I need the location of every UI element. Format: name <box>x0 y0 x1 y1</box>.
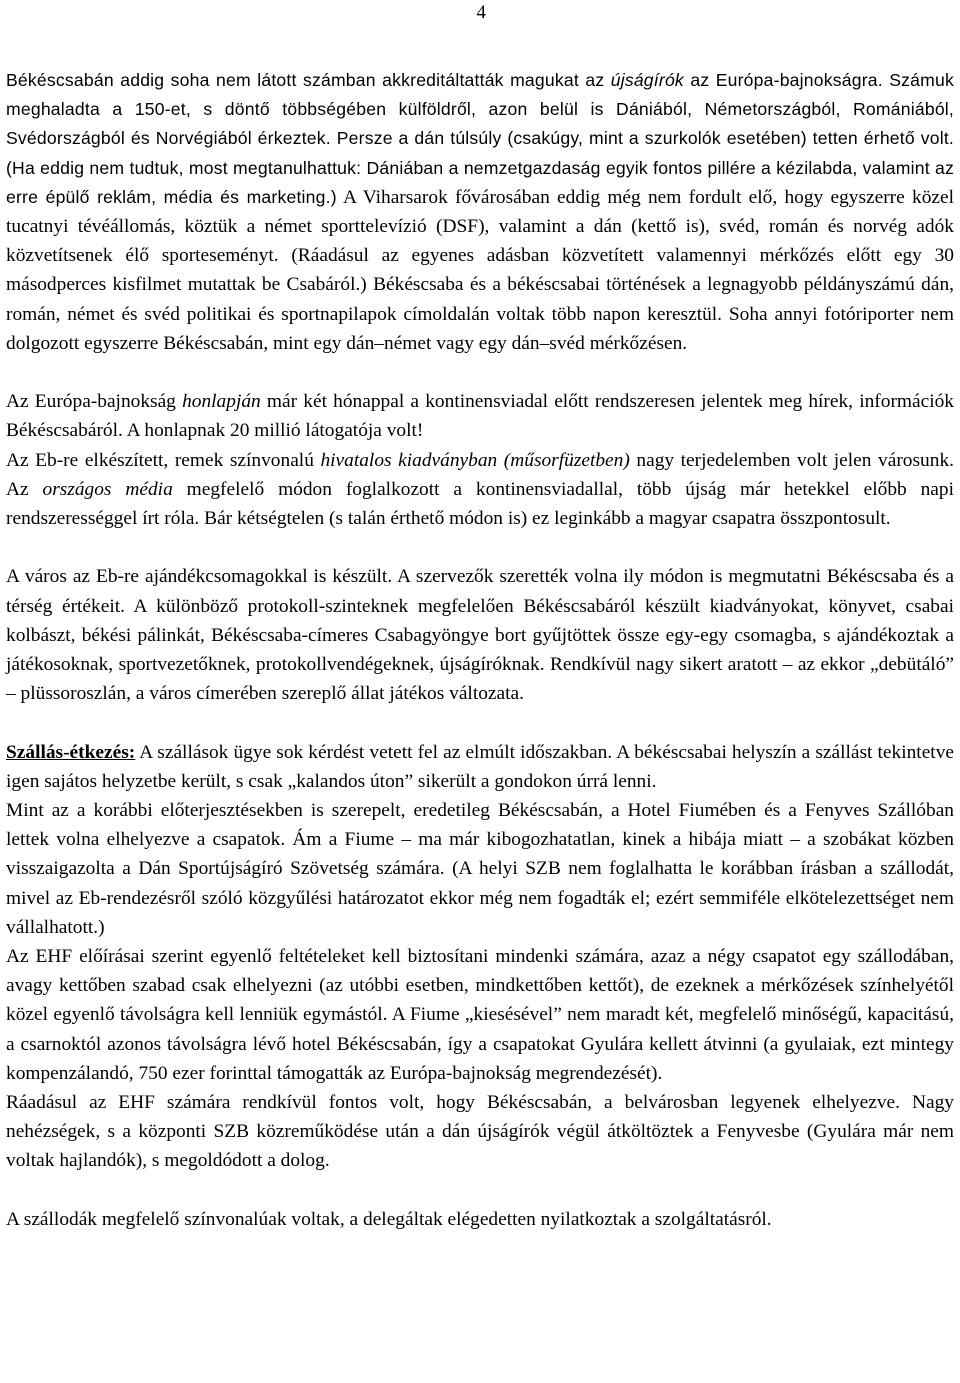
emphasis-national-media: országos média <box>42 478 173 500</box>
emphasis-official-publication: hivatalos kiadványban (műsorfüzetben) <box>320 449 630 471</box>
text-run: Az Európa-bajnokság <box>6 391 183 413</box>
paragraph-ehf-rules: Az EHF előírásai szerint egyenlő feltételeket kell biztosítani mindenki számára, azaz a négy csapatot egy szállodában, avagy kettőben szabad csak elhelyezni (az utóbbi esetben, mindkettőben kettőt), de ezeknek a mérkőzések színhelyétől közel egyenlő távolságra kell lenniük egymástól. A Fiume „kiesésével” nem maradt két, megfelelő minőségű, kapacitású, a csarnoktól azonos távolságra lévő hotel Békéscsabán, így a csapatokat Gyulára kellett átvinni (a gyulaiak, ezt mintegy kompenzálandó, 750 ezer forinttal támogatták az Európa-bajnokság megrendezését). <box>6 946 954 1084</box>
text-run: A szállások ügye sok kérdést vetett fel az elmúlt időszakban. A békéscsabai helyszín a szállást tekintetve igen sajátos helyzetbe került, s csak „kalandos úton” sikerült a gondokon úrrá lenni. <box>6 741 954 792</box>
text-run: Az Eb-re elkészített, remek színvonalú <box>6 449 321 471</box>
paragraph-publication <box>6 446 954 534</box>
text-run: megfelelő módon foglalkozott a kontinensviadallal, több újság már hetekkel előbb napi rendszerességgel írt róla. Bár kétségtelen (s talán érthető módon is) ez leginkább a magyar csapatra összpontosult. <box>6 478 954 530</box>
text-run: az Európa-bajnokságra. Számuk meghaladta a 150-et, s döntő többségében külföldről, azon belül is Dániából, Németországból, Romániából, Svédországból és Norvégiából érkeztek. Persze a dán túlsúly (csakúgy, mint a szurkolók esetében) tetten érhető volt. (Ha eddig nem tudtuk, most megtanulhattuk: Dániában a nemzetgazdaság egyik fontos pillére a kézilabda, valamint az erre épülő reklám, média és marketing.) <box>6 70 954 207</box>
paragraph-gift-packages: A város az Eb-re ajándékcsomagokkal is készült. A szervezők szerették volna ily módon is megmutatni Békéscsaba és a térség értékeit. A különböző protokoll-szinteknek megfelelően Békéscsabáról készült kiadványokat, könyvet, csabai kolbászt, békési pálinkát, Békéscsaba-címeres Csabagyöngye bort gyűjtöttek össze egy-egy csomagba, s ajándékoztak a játékosoknak, sportvezetőknek, protokollvendégeknek, újságíróknak. Rendkívül nagy sikert aratott – az ekkor „debütáló” – plüssoroszlán, a város címerében szereplő állat játékos változata. <box>6 566 954 705</box>
paragraph-downtown: Ráadásul az EHF számára rendkívül fontos volt, hogy Békéscsabán, a belvárosban legyenek elhelyezve. Nagy nehézségek, s a központi SZB közreműködése után a dán újságírók végül átköltöztek a Fenyvesbe (Gyulára már nem voltak hajlandók), s megoldódott a dolog. <box>6 1092 954 1172</box>
paragraph-accommodation <box>6 738 954 796</box>
text-run: nagy terjedelemben volt jelen városunk. Az <box>6 449 954 500</box>
text-run: A Viharsarok fővárosában eddig még nem fordult elő, hogy egyszerre közel tucatnyi tévéállomás, köztük a német sporttelevízió (DSF), valamint a dán (kettő is), svéd, román és norvég adók közvetítsenek élő sporteseményt. (Ráadásul az egyenes adásban közvetített valamennyi mérkőzés előtt egy 30 másodperces kisfilmet mutattak be Csabáról.) Békéscsaba és a békéscsabai történések a legnagyobb példányszámú dán, román, német és svéd politikai és sportnapilapok címoldalán voltak több napon keresztül. Soha annyi fotóriporter nem dolgozott egyszerre Békéscsabán, mint egy dán–német vagy egy dán–svéd mérkőzésen. <box>6 186 954 354</box>
emphasis-journalists: újságírók <box>610 70 684 90</box>
text-run: Békéscsabán addig soha nem látott számban akkreditáltatták magukat az <box>6 70 611 90</box>
text-run: már két hónappal a kontinensviadal előtt rendszeresen jelentek meg hírek, információk Békéscsabáról. A honlapnak 20 millió látogatója volt! <box>6 391 954 442</box>
section-heading-accommodation: Szállás-étkezés: <box>6 741 136 763</box>
emphasis-website: honlapján <box>182 391 261 413</box>
paragraph-website <box>6 387 954 445</box>
paragraph-satisfaction: A szállodák megfelelő színvonalúak voltak, a delegáltak elégedetten nyilatkoztak a szolgáltatásról. <box>6 1208 772 1230</box>
document-body <box>6 66 954 1234</box>
paragraph-journalists <box>6 66 954 358</box>
page-number: 4 <box>476 2 486 23</box>
paragraph-hotels: Mint az a korábbi előterjesztésekben is szerepelt, eredetileg Békéscsabán, a Hotel Fiumében és a Fenyves Szállóban lettek volna elhelyezve a csapatok. Ám a Fiume – ma már kibogozhatatlan, kinek a hibája miatt – a szobákat közben visszaigazolta a Dán Sportújságíró Szövetség számára. (A helyi SZB nem foglalhatta le korábban írásban a szállodát, mivel az Eb-rendezésről szóló közgyűlési határozatot ekkor még nem fogadták el; ezért semmiféle elkötelezettséget nem vállalhatott.) <box>6 800 954 938</box>
